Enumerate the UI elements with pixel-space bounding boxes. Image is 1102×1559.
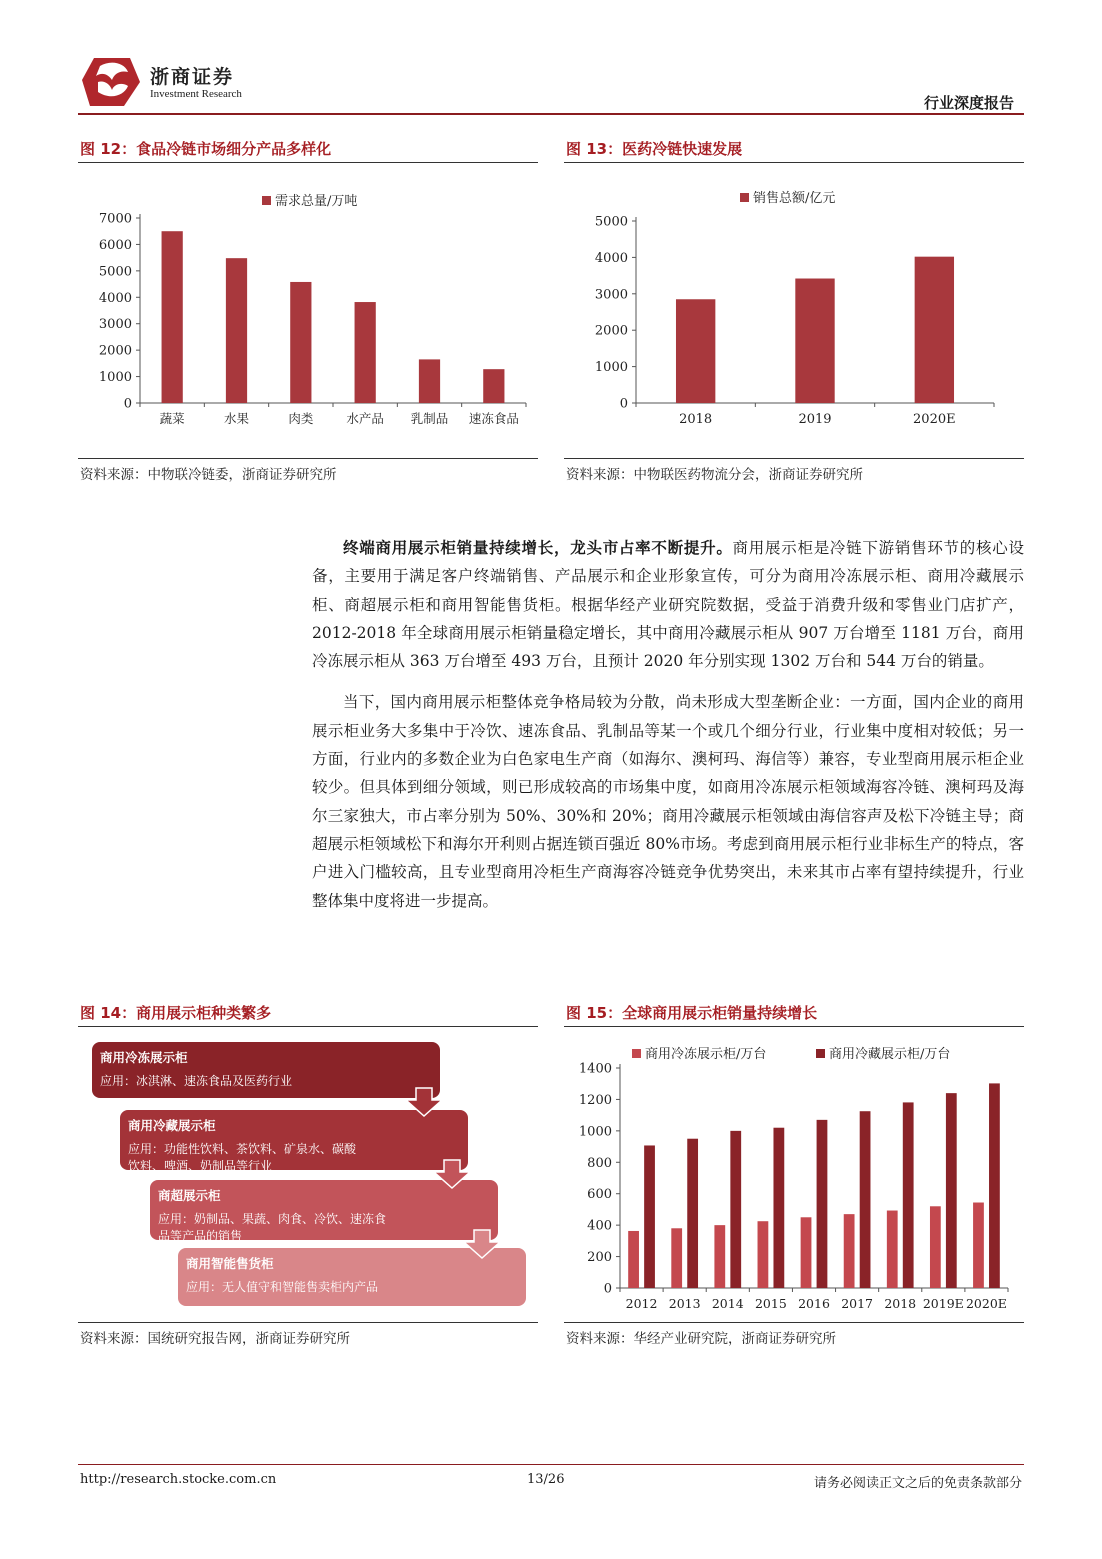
bar [773, 1128, 784, 1288]
fig14-source: 资料来源：国统研究报告网，浙商证券研究所 [80, 1331, 350, 1347]
x-tick-label: 2016 [798, 1296, 830, 1311]
fig15-title: 图 15：全球商用展示柜销量持续增长 [566, 1004, 818, 1022]
header-rule [78, 113, 1024, 115]
fig14-title: 图 14：商用展示柜种类繁多 [80, 1004, 272, 1022]
paragraph-2: 当下，国内商用展示柜整体竞争格局较为分散，尚未形成大型垄断企业：一方面，国内企业的商用展示柜业务大多集中于冷饮、速冻食品、乳制品等某一个或几个细分行业，行业集中度相对较低；另一方面，行业内的多数企业为白色家电生产商（如海尔、澳柯玛、海信等）兼容，专业型商用展示柜企业较少。但具体到细分领域，则已形成较高的市场集中度，如商用冷冻展示柜领域海容冷链、澳柯玛及海尔三家独大，市占率分别为 50%、30%和 20%；商用冷藏展示柜领域由海信容声及松下冷链主导；商超展示柜领域松下和海尔开利则占据连锁百强近 80%市场。考虑到商用展示柜行业非标生产的特点，客户进入门槛较高，且专业型商用冷柜生产商海容冷链竞争优势突出，未来其市占率有望持续提升，行业整体集中度将进一步提高。 [312, 693, 1024, 910]
y-tick-label: 200 [587, 1250, 612, 1266]
fig15-source: 资料来源：华经产业研究院，浙商证券研究所 [566, 1331, 836, 1347]
bar [930, 1206, 941, 1288]
x-tick-label: 速冻食品 [468, 411, 519, 426]
x-tick-label: 2012 [625, 1296, 658, 1311]
bar [860, 1111, 871, 1288]
x-tick-label: 2018 [884, 1296, 917, 1311]
box-desc-line2: 饮料、啤酒、奶制品等行业 [128, 1159, 273, 1173]
y-tick-label: 5000 [594, 214, 628, 230]
fig13-title: 图 13：医药冷链快速发展 [566, 140, 743, 158]
y-tick-label: 0 [619, 396, 628, 412]
fig14-top-rule [78, 1026, 538, 1027]
bar [973, 1203, 984, 1288]
bar [483, 369, 504, 403]
fig12-chart [78, 170, 538, 460]
y-tick-label: 600 [587, 1187, 612, 1203]
legend-label: 商用冷冻展示柜/万台 [645, 1047, 767, 1062]
arrow-down-icon [434, 1160, 470, 1188]
y-tick-label: 1000 [578, 1124, 612, 1140]
bar [989, 1083, 1000, 1288]
fig12-top-rule [78, 162, 538, 163]
legend-label: 商用冷藏展示柜/万台 [829, 1047, 951, 1062]
x-tick-label: 肉类 [288, 411, 314, 426]
flow-arrows [78, 1030, 538, 1320]
bar [758, 1221, 769, 1288]
x-tick-label: 蔬菜 [159, 411, 185, 426]
page-number: 13/26 [527, 1472, 565, 1487]
bar [162, 231, 183, 403]
x-tick-label: 2020E [913, 412, 956, 427]
legend-swatch [632, 1049, 641, 1058]
bar [687, 1139, 698, 1288]
bar [714, 1225, 725, 1288]
bar [671, 1228, 682, 1288]
y-tick-label: 3000 [594, 287, 628, 303]
y-tick-label: 7000 [98, 211, 132, 227]
fig14-bottom-rule [78, 1322, 538, 1323]
legend-swatch [740, 193, 749, 202]
bar [817, 1120, 828, 1288]
body-text [312, 534, 1024, 915]
x-tick-label: 2018 [679, 412, 713, 427]
fig15-top-rule [564, 1026, 1024, 1027]
y-tick-label: 0 [123, 396, 132, 412]
fig15-chart [564, 1032, 1024, 1322]
fig12-bottom-rule [78, 458, 538, 459]
box-desc: 应用：无人值守和智能售卖柜内产品 [186, 1280, 379, 1294]
legend-swatch [262, 196, 271, 205]
footer-disclaimer: 请务必阅读正文之后的免责条款部分 [813, 1476, 1022, 1491]
bar [903, 1102, 914, 1288]
fig13-source: 资料来源：中物联医药物流分会，浙商证券研究所 [566, 467, 863, 483]
box-title: 商用冷冻展示柜 [100, 1050, 188, 1065]
bar [226, 258, 247, 403]
x-tick-label: 2013 [668, 1296, 701, 1311]
box-desc: 应用：冰淇淋、速冻食品及医药行业 [100, 1074, 293, 1088]
footer-url[interactable]: http://research.stocke.com.cn [80, 1472, 277, 1487]
bar [915, 257, 954, 403]
y-tick-label: 1000 [594, 360, 628, 376]
y-tick-label: 5000 [98, 264, 132, 280]
bar [946, 1093, 957, 1288]
y-tick-label: 800 [587, 1155, 612, 1171]
bar [676, 299, 715, 403]
y-tick-label: 6000 [98, 237, 132, 253]
arrow-down-icon [464, 1230, 500, 1258]
x-tick-label: 乳制品 [410, 411, 449, 426]
fig15-bottom-rule [564, 1322, 1024, 1323]
y-tick-label: 4000 [98, 290, 132, 306]
arrow-down-icon [406, 1088, 442, 1116]
y-tick-label: 2000 [98, 343, 132, 359]
fig14-diagram [78, 1030, 538, 1320]
brand-name: 浙商证券 [150, 66, 235, 88]
x-tick-label: 水产品 [346, 411, 384, 426]
y-tick-label: 3000 [98, 317, 132, 333]
x-tick-label: 2019 [798, 412, 832, 427]
bar [355, 302, 376, 403]
logo [80, 52, 144, 110]
x-tick-label: 2015 [754, 1296, 787, 1311]
box-desc-line1: 应用：功能性饮料、茶饮料、矿泉水、碳酸 [128, 1142, 357, 1156]
x-tick-label: 2014 [711, 1296, 744, 1311]
x-tick-label: 2017 [841, 1296, 874, 1311]
paragraph-1-body: 商用展示柜是冷链下游销售环节的核心设备，主要用于满足客户终端销售、产品展示和企业形象宣传，可分为商用冷冻展示柜、商用冷藏展示柜、商超展示柜和商用智能售货柜。根据华经产业研究院数据，受益于消费升级和零售业门店扩产，2012-2018 年全球商用展示柜销量稳定增长，其中商用冷藏展示柜从 907 万台增至 1181 万台，商用冷冻展示柜从 363 万台增至 493 万台，且预计 2020 年分别实现 1302 万台和 544 万台的销量。 [312, 539, 1024, 671]
fig13-chart [564, 170, 1024, 460]
fig12-title: 图 12：食品冷链市场细分产品多样化 [80, 140, 332, 158]
legend-label: 销售总额/亿元 [753, 191, 836, 206]
y-tick-label: 1000 [98, 370, 132, 386]
bar [801, 1217, 812, 1288]
x-tick-label: 2020E [965, 1296, 1007, 1311]
paragraph-1 [312, 534, 1024, 675]
box-title: 商用冷藏展示柜 [128, 1118, 216, 1133]
fig13-top-rule [564, 162, 1024, 163]
y-tick-label: 1400 [578, 1061, 612, 1077]
y-tick-label: 4000 [594, 250, 628, 266]
paragraph-1-lead: 终端商用展示柜销量持续增长，龙头市占率不断提升。 [343, 538, 733, 557]
x-tick-label: 水果 [223, 411, 250, 426]
bar [290, 282, 311, 403]
bar [730, 1131, 741, 1288]
legend-swatch [816, 1049, 825, 1058]
bar [644, 1145, 655, 1288]
y-tick-label: 1200 [578, 1092, 612, 1108]
box-title: 商超展示柜 [158, 1188, 221, 1203]
box-desc-line2: 品等产品的销售 [158, 1229, 243, 1243]
bar [887, 1211, 898, 1288]
box-title: 商用智能售货柜 [186, 1256, 274, 1271]
bar [419, 359, 440, 403]
box-desc-line1: 应用：奶制品、果蔬、肉食、冷饮、速冻食 [158, 1212, 387, 1226]
x-tick-label: 2019E [922, 1296, 964, 1311]
footer-rule [78, 1464, 1024, 1465]
y-tick-label: 0 [603, 1281, 612, 1297]
y-tick-label: 400 [587, 1218, 612, 1234]
bar [795, 279, 834, 403]
report-type: 行业深度报告 [923, 94, 1014, 112]
y-tick-label: 2000 [594, 323, 628, 339]
legend-label: 需求总量/万吨 [275, 194, 358, 209]
fig12-source: 资料来源：中物联冷链委，浙商证券研究所 [80, 467, 337, 483]
bar [844, 1214, 855, 1288]
fig13-bottom-rule [564, 458, 1024, 459]
bar [628, 1231, 639, 1288]
brand-english-name: Investment Research [150, 88, 242, 100]
